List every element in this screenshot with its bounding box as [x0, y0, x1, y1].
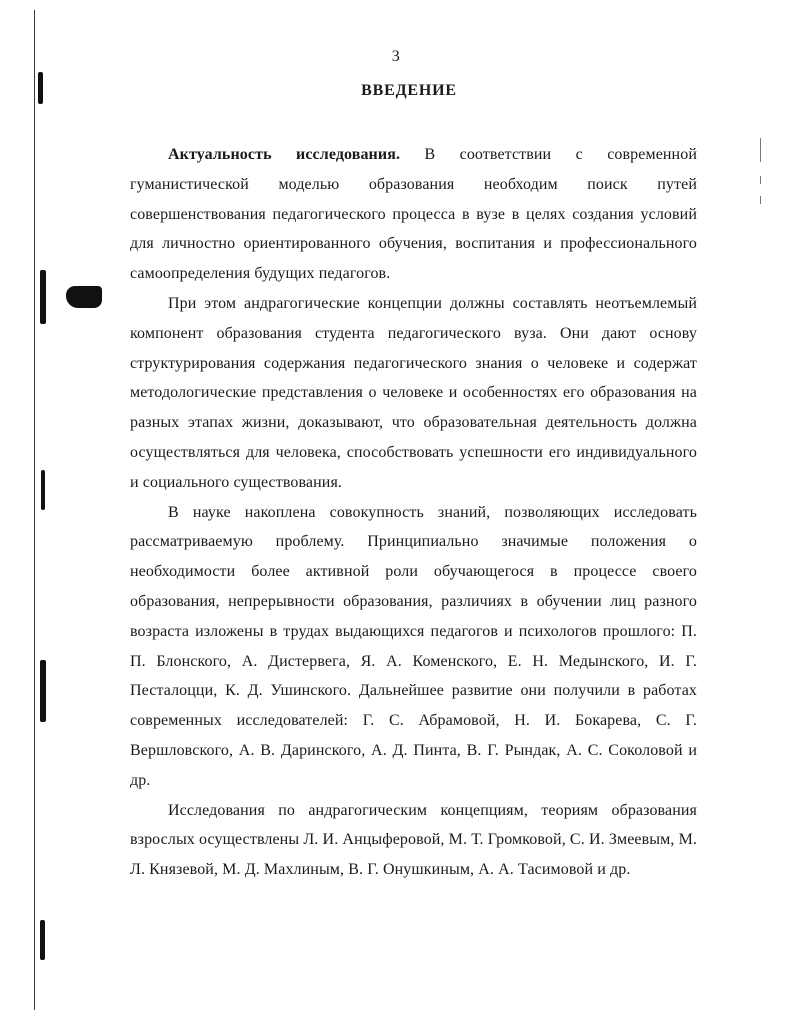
scan-edge-tick — [760, 196, 761, 204]
scan-blot — [40, 920, 45, 960]
scan-edge-tick — [760, 138, 761, 162]
body-text — [130, 140, 697, 885]
paragraph-research: Исследования по андрагогическим концепциям, теориям образования взрослых осуществлены Л. И. Анцыферовой, М. Т. Громковой, С. И. Змеевым, М. Л. Князевой, М. Д. Махлиным, В. Г. Онушкиным, А. А. Тасимовой и др. — [130, 801, 697, 879]
paragraph-text: В соответствии с современной гуманистической моделью образования необходим поиск путей совершенствования педагогического процесса в вузе в целях создания условий для личностно ориентированного обучения, воспитания и профессионального самоопределения будущих педагогов. — [130, 146, 697, 283]
scan-blot — [66, 286, 102, 308]
scan-edge-line — [34, 10, 35, 1010]
scan-blot — [41, 470, 45, 510]
scan-blot — [40, 660, 46, 722]
paragraph-andragogy: При этом андрагогические концепции должны составлять неотъемлемый компонент образования студента педагогического вуза. Они дают основу структурирования содержания педагогического знания о человеке и содержат методологические представления о человеке и особенностях его образования на разных этапах жизни, доказывают, что образовательная деятельность должна осуществляться для человека, способствовать успешности его индивидуального и социального существования. — [130, 294, 697, 491]
paragraph-lead: Актуальность исследования. — [168, 146, 401, 163]
scan-edge-tick — [760, 176, 761, 184]
scan-blot — [40, 270, 46, 324]
paragraph-relevance — [130, 140, 697, 289]
page-number: 3 — [391, 48, 401, 65]
paragraph-science: В науке накоплена совокупность знаний, позволяющих исследовать рассматриваемую проблему. Принципиально значимые положения о необходимости более активной роли обучающегося в процессе своего образования, непрерывности образования, различиях в обучении лиц разного возраста изложены в трудах выдающихся педагогов и психологов прошлого: П. П. Блонского, А. Дистервега, Я. А. Коменского, Е. Н. Медынского, И. Г. Песталоцци, К. Д. Ушинского. Дальнейшее развитие они получили в работах современных исследователей: Г. С. Абрамовой, Н. И. Бокарева, С. Г. Вершловского, А. В. Даринского, А. Д. Пинта, В. Г. Рындак, А. С. Соколовой и др. — [130, 503, 697, 789]
section-heading: ВВЕДЕНИЕ — [361, 82, 457, 99]
